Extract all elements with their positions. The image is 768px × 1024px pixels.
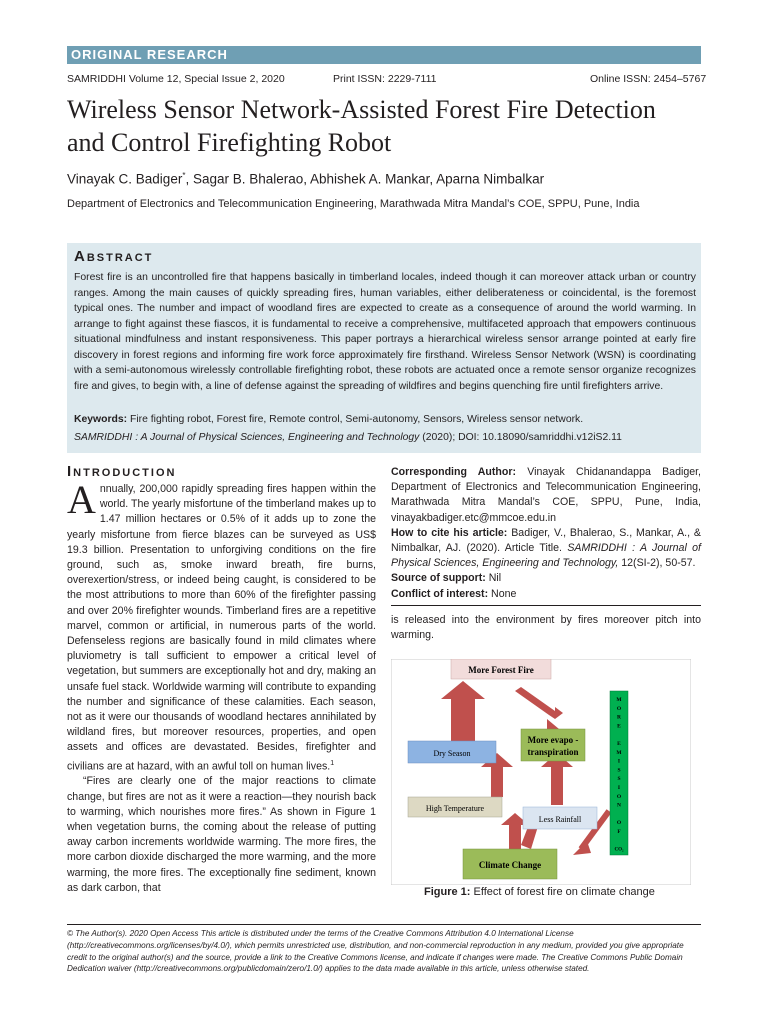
journal-issue: SAMRIDDHI Volume 12, Special Issue 2, 2020 xyxy=(67,73,285,85)
emission-letter: F xyxy=(617,829,621,835)
author-1: Vinayak C. Badiger xyxy=(67,171,183,187)
drop-cap: A xyxy=(67,477,96,522)
figure-caption-label: Figure 1: xyxy=(424,886,471,898)
authors-rest: , Sagar B. Bhalerao, Abhishek A. Mankar, Aparna Nimbalkar xyxy=(185,171,545,187)
figure-1-caption xyxy=(424,886,655,898)
source-of-support xyxy=(391,571,701,586)
emission-letter: M xyxy=(616,697,622,703)
abstract-heading-text: Abstract xyxy=(74,248,154,265)
citation-doi: (2020); DOI: 10.18090/samriddhi.v12iS2.11 xyxy=(419,432,622,443)
high-temperature-label: High Temperature xyxy=(425,804,485,813)
abstract-text: Forest fire is an uncontrolled fire that happens basically in timberland locales, indeed though it can moreover attack urban or country ranges. Among the main causes of quickly spreading fires, human variables, either deliberateness or coincidental, is the foremost typical ones. The number and impact of woodland fires are expected to create as a consequence of around the world warming. In arrange to fight against these fiascos, it is fundamental to receive a comprehensive, multifaceted approach that empowers continuous situational mindfulness and instant responsiveness. This paper portrays a hierarchical wireless sensor arrange pointed at early fire discovery in forest regions and informing fire work force approximately fire firsthand. Wireless Sensor Network (WSN) is coordinating with a semi-autonomous wirelessly controllable firefighting robot, these robots are actuated once a remote sensor organize recognizes fire and gives, to begin with, a line of defense against the spreading of wildfires and begins quenching fire until firefighters arrive. xyxy=(74,272,696,392)
emission-letter: I xyxy=(617,758,621,765)
abstract-heading xyxy=(74,248,153,265)
corresponding-author xyxy=(391,465,701,526)
author-list xyxy=(67,171,544,187)
intro-paragraph-1 xyxy=(67,477,376,774)
emission-letter: E xyxy=(617,723,621,730)
title-line-2: and Control Firefighting Robot xyxy=(67,128,392,157)
abstract-box xyxy=(67,243,701,453)
conflict-of-interest-label: Conflict of interest: xyxy=(391,587,489,600)
emission-letter: CO₂ xyxy=(614,847,624,853)
corresponding-mark: * xyxy=(182,171,186,180)
how-to-cite xyxy=(391,526,701,572)
reference-marker: 1 xyxy=(330,759,335,767)
journal-citation xyxy=(74,432,622,443)
climate-change-label: Climate Change xyxy=(478,860,542,870)
print-issn: Print ISSN: 2229-7111 xyxy=(333,73,437,85)
emission-letter: E xyxy=(617,741,621,747)
intro-paragraph-2: “Fires are clearly one of the major reactions to climate change, but fires are not as it were a reaction—they nourish back to warming, which nourishes more fires.” As shown in Figure 1 when vegetation burns, the coming about the release of putting away carbon increments worldwide warming. The more fires, the more carbon dioxide discharged the more warming, and the more warming, the more fires. The exceptionally fine sediment, known as dark carbon, that xyxy=(67,775,376,894)
how-to-cite-journal: SAMRIDDHI : A Journal of Physical Sciences, Engineering and Technology, xyxy=(391,542,701,570)
article-info-panel xyxy=(391,465,701,643)
more-evapo-label-1: More evapo - xyxy=(527,735,579,745)
more-evapo-label-2: transpiration xyxy=(527,747,579,757)
emission-letter: N xyxy=(617,802,621,809)
figure-caption-text: Effect of forest fire on climate change xyxy=(470,886,655,898)
conflict-of-interest-text: None xyxy=(488,587,517,600)
emission-letter: S xyxy=(617,767,621,774)
conflict-of-interest xyxy=(391,587,701,606)
emission-letter: O xyxy=(616,705,622,712)
keywords xyxy=(74,414,583,425)
keywords-list: Fire fighting robot, Forest fire, Remote control, Semi-autonomy, Sensors, Wireless sensor network. xyxy=(127,414,584,425)
emission-letter: S xyxy=(617,776,621,783)
article-type-banner: ORIGINAL RESEARCH xyxy=(67,46,701,64)
dry-season-label: Dry Season xyxy=(433,749,471,758)
intro-paragraph-1-text: nnually, 200,000 rapidly spreading fires happen within the world. The yearly misfortune of the timberland makes up to 1.47 million hectares or 0.5% of it adds up to zone the yearly misfortune from fierce blazes can be surveyed as US$ 19.3 billion. Presentation to unforgiving conditions on the fire ground, such as, smoke inward breath, fire burns, overexertion/stress, or indeed being caught, is considered to be the most attributions to more than 60% of the firefighter passing and over 20% firefighter wounds. Timberland fires are a repetitive marvel, common or artificial, in numerous parts of the world. Defenseless regions are basically found in mild climates where pluviometry is tall sufficient to empower a critical level of vegetation, but summers are exceptionally hot and dry, making an unsafe fuel stack. Worldwide warming will contribute to expanding the number and significance of these calamities. Each season, not as it were our thousands of woodland hectares annihilated by wildland fires, but moreover resources, properties, and open assets and offices are devastated. Besides, firefighter and civilians are at hazard, with an awful toll on human lives. xyxy=(67,483,376,773)
intro-paragraph-3: is released into the environment by fires moreover pitch into warming. xyxy=(391,613,701,642)
less-rainfall-label: Less Rainfall xyxy=(538,815,582,824)
online-issn: Online ISSN: 2454–5767 xyxy=(590,73,707,85)
citation-journal: SAMRIDDHI : A Journal of Physical Sciences, Engineering and Technology xyxy=(74,432,420,443)
how-to-cite-text: Badiger, V., Bhalerao, S., Mankar, A., & Nimbalkar, AJ. (2020). Article Title. xyxy=(391,526,702,555)
emission-letter: O xyxy=(616,820,622,827)
introduction-heading-text: Introduction xyxy=(67,463,177,480)
corresponding-author-text: Vinayak Chidanandappa Badiger, Department of Electronics and Telecommunication Engineering, Marathwada Mitra Mandal’s COE, SPPU, Pune, India, vinayakbadiger.etc@mmcoe.edu.in xyxy=(391,466,701,524)
emission-letter: R xyxy=(617,714,621,721)
source-of-support-text: Nil xyxy=(485,572,502,585)
how-to-cite-tail: 12(SI-2), 50-57. xyxy=(618,557,696,570)
corresponding-author-label: Corresponding Author: xyxy=(391,466,517,478)
emission-letter: I xyxy=(617,785,621,791)
affiliation: Department of Electronics and Telecommunication Engineering, Marathwada Mitra Mandal’s COE, SPPU, Pune, India xyxy=(67,198,640,210)
source-of-support-label: Source of support: xyxy=(391,572,486,585)
emission-letter: O xyxy=(616,793,622,800)
license-footer: © The Author(s). 2020 Open Access This article is distributed under the terms of the Creative Commons Attribution 4.0 International License (http://creativecommons.org/licenses/by/4.0/), which permits unrestricted use, distribution, and non-commercial reproduction in any medium, provided you give appropriate credit to the original author(s) and the source, provide a link to the Creative Commons license, and indicate if changes were made. The Creative Commons Public Domain Dedication waiver (http://creativecommons.org/publicdomain/zero/1.0/) applies to the data made available in this article, unless otherwise stated. xyxy=(67,924,701,975)
more-forest-fire-label: More Forest Fire xyxy=(468,665,534,675)
article-title xyxy=(67,93,707,159)
title-line-1: Wireless Sensor Network-Assisted Forest Fire Detection xyxy=(67,95,656,124)
figure-1-diagram xyxy=(391,659,691,885)
keywords-label: Keywords: xyxy=(74,414,128,425)
how-to-cite-label: How to cite his article: xyxy=(391,526,508,539)
introduction-body xyxy=(67,477,376,896)
emission-letter: M xyxy=(616,749,622,756)
